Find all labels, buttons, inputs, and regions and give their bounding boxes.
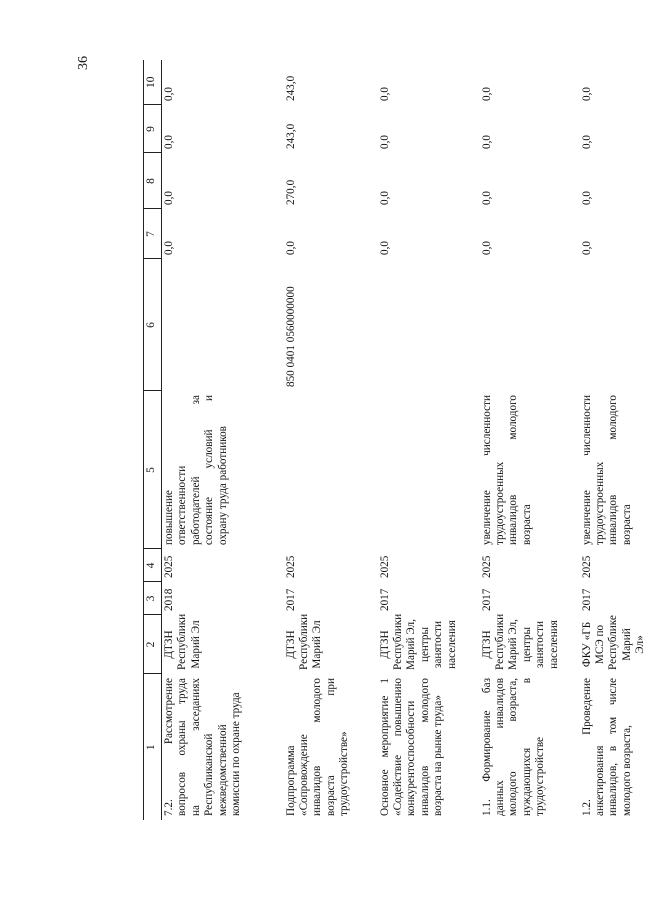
start-year-cell: 2017 [378,588,391,611]
budget-table [143,60,649,820]
page-number: 36 [76,56,91,70]
executor-cell [580,615,649,674]
expected-result-cell [480,391,580,549]
executor-cell-line: центры [520,626,533,663]
measure-name-cell-line: «Сопровождение [297,734,310,816]
executor-cell-line: МСЭ по [593,624,606,665]
measure-name-cell-line: инвалидов молодого [311,678,324,816]
expected-result-cell [580,391,649,549]
executor-cell-line: Марий Эл» [620,628,647,661]
executor-cell-line: занятости [534,621,547,668]
executor-cell [378,615,480,674]
executor-cell-line: населения [445,620,458,669]
value-col9-cell: 0,0 [378,135,391,149]
header-cell: 2 [144,615,162,674]
measure-name-cell-line: комиссии по охране труда [230,692,243,816]
value-col7-cell: 0,0 [580,241,593,255]
expected-result-cell-line: охрану труда работников [216,426,229,545]
table-row [580,60,649,820]
end-year-cell: 2025 [378,555,391,578]
executor-cell-line: Марий Эл [189,620,202,669]
value-col8-cell: 0,0 [378,191,391,205]
value-col10-cell: 0,0 [480,87,493,101]
value-col7-cell: 0,0 [480,241,493,255]
measure-name-cell-line: анкетирования [593,745,606,816]
table-body [162,60,649,820]
executor-cell-line: Республики [493,613,506,670]
header-cell: 3 [144,582,162,615]
measure-name-cell-line: инвалидов молодого [418,678,431,816]
expected-result-cell-line: инвалидов молодого [607,395,620,545]
budget-code-cell [162,259,284,391]
executor-cell-line: ДТЗН [480,630,493,659]
measure-name-cell-line: трудоустройстве [534,736,547,816]
executor-cell-line: Республики [297,613,310,670]
executor-cell [162,615,284,674]
expected-result-cell-line: трудоустроенных [593,461,606,545]
expected-result-cell-line: повышение [163,490,175,545]
start-year-cell: 2017 [284,588,297,611]
expected-result-cell-line: инвалидов молодого [507,395,520,545]
table-row [162,60,284,820]
header-cell: 6 [144,259,162,391]
measure-name-cell-line: конкурентоспособности [405,700,418,816]
value-col8-cell: 270,0 [284,179,297,205]
budget-code-cell: 850 0401 0560000000 [284,286,297,387]
table-row [378,60,480,820]
measure-name-cell-line: на заседаниях [189,678,202,816]
table-row [480,60,580,820]
measure-name-cell-line: 7.2. Рассмотрение [163,678,175,816]
measure-name-cell [378,674,480,820]
measure-name-cell-line: данных инвалидов [493,678,506,816]
expected-result-cell-line: увеличение численности [480,395,493,545]
measure-name-cell-line: вопросов охраны труда [176,678,189,816]
start-year-cell: 2018 [163,588,175,611]
measure-name-cell-line: Основное мероприятие 1 [378,678,391,816]
start-year-cell: 2017 [480,588,493,611]
measure-name-cell-line: возраста на рынке труда» [432,695,445,816]
expected-result-cell [284,391,378,549]
value-col9-cell: 243,0 [284,123,297,149]
header-cell: 1 [144,674,162,820]
value-col7-cell: 0,0 [378,241,391,255]
executor-cell-line: Марий Эл, [405,619,418,670]
measure-name-cell [162,674,284,820]
value-col9-cell: 0,0 [580,135,593,149]
measure-name-cell [580,674,649,820]
executor-cell-line: Республике [607,615,620,670]
measure-name-cell-line: 1.2. Проведение [580,678,593,816]
expected-result-cell-line: увеличение численности [580,395,593,545]
end-year-cell: 2025 [163,555,175,578]
expected-result-cell [378,391,480,549]
measure-name-cell-line: нуждающихся в [520,678,533,816]
measure-name-cell-line: Республиканской [203,733,216,816]
executor-cell [480,615,580,674]
expected-result-cell [162,391,284,549]
value-col10-cell: 0,0 [580,87,593,101]
end-year-cell: 2025 [480,555,493,578]
executor-cell-line: занятости [432,621,445,668]
header-cell: 5 [144,391,162,549]
value-col9-cell: 0,0 [480,135,493,149]
table-row [284,60,378,820]
budget-code-cell [580,259,649,391]
executor-cell-line: Марий Эл, [507,619,520,670]
measure-name-cell [480,674,580,820]
rotated-table-container [143,60,647,820]
expected-result-cell-line: работодателей за [189,395,202,545]
value-col10-cell: 0,0 [378,87,391,101]
value-col10-cell: 243,0 [284,75,297,101]
value-col7-cell: 0,0 [284,241,297,255]
header-cell: 8 [144,153,162,209]
header-cell: 10 [144,60,162,105]
executor-cell-line: ДТЗН [284,630,297,659]
start-year-cell: 2017 [580,588,593,611]
end-year-cell: 2025 [580,555,593,578]
value-col8-cell: 0,0 [163,191,175,205]
header-cell: 7 [144,209,162,259]
budget-code-cell [480,259,580,391]
executor-cell-line: ФКУ «ГБ [580,621,593,668]
measure-name-cell-line: инвалидов, в том числе [607,678,620,816]
measure-name-cell-line: «Содействие повышению [391,678,404,816]
expected-result-cell-line: возраста [620,504,633,545]
executor-cell-line: Республики [391,613,404,670]
budget-code-cell [378,259,480,391]
measure-name-cell-line: межведомственной [216,724,229,816]
expected-result-cell-line: ответственности [176,465,189,545]
value-col8-cell: 0,0 [580,191,593,205]
value-col9-cell: 0,0 [163,135,175,149]
expected-result-cell-line: трудоустроенных [493,461,506,545]
expected-result-cell-line: возраста [520,504,533,545]
value-col8-cell: 0,0 [480,191,493,205]
header-cell: 9 [144,105,162,153]
expected-result-cell-line: состояние условий и [203,395,216,545]
measure-name-cell-line: трудоустройстве» [338,731,351,816]
executor-cell-line: населения [547,620,560,669]
executor-cell-line: Республики [176,613,189,670]
executor-cell-line: ДТЗН [378,630,391,659]
measure-name-cell-line: молодого возраста, [620,725,633,816]
measure-name-cell [284,674,378,820]
executor-cell-line: Марий Эл [311,620,324,669]
executor-cell-line: ДТЗН [163,630,175,659]
executor-cell-line: центры [418,626,431,663]
table-header-row [144,60,162,820]
header-cell: 4 [144,549,162,582]
measure-name-cell-line: 1.1. Формирование баз [480,678,493,816]
value-col7-cell: 0,0 [163,241,175,255]
value-col10-cell: 0,0 [163,87,175,101]
end-year-cell: 2025 [284,555,297,578]
measure-name-cell-line: молодого возраста, [507,678,520,816]
measure-name-cell-line: возраста при [324,678,337,816]
executor-cell [284,615,378,674]
measure-name-cell-line: Подпрограмма [284,745,297,816]
